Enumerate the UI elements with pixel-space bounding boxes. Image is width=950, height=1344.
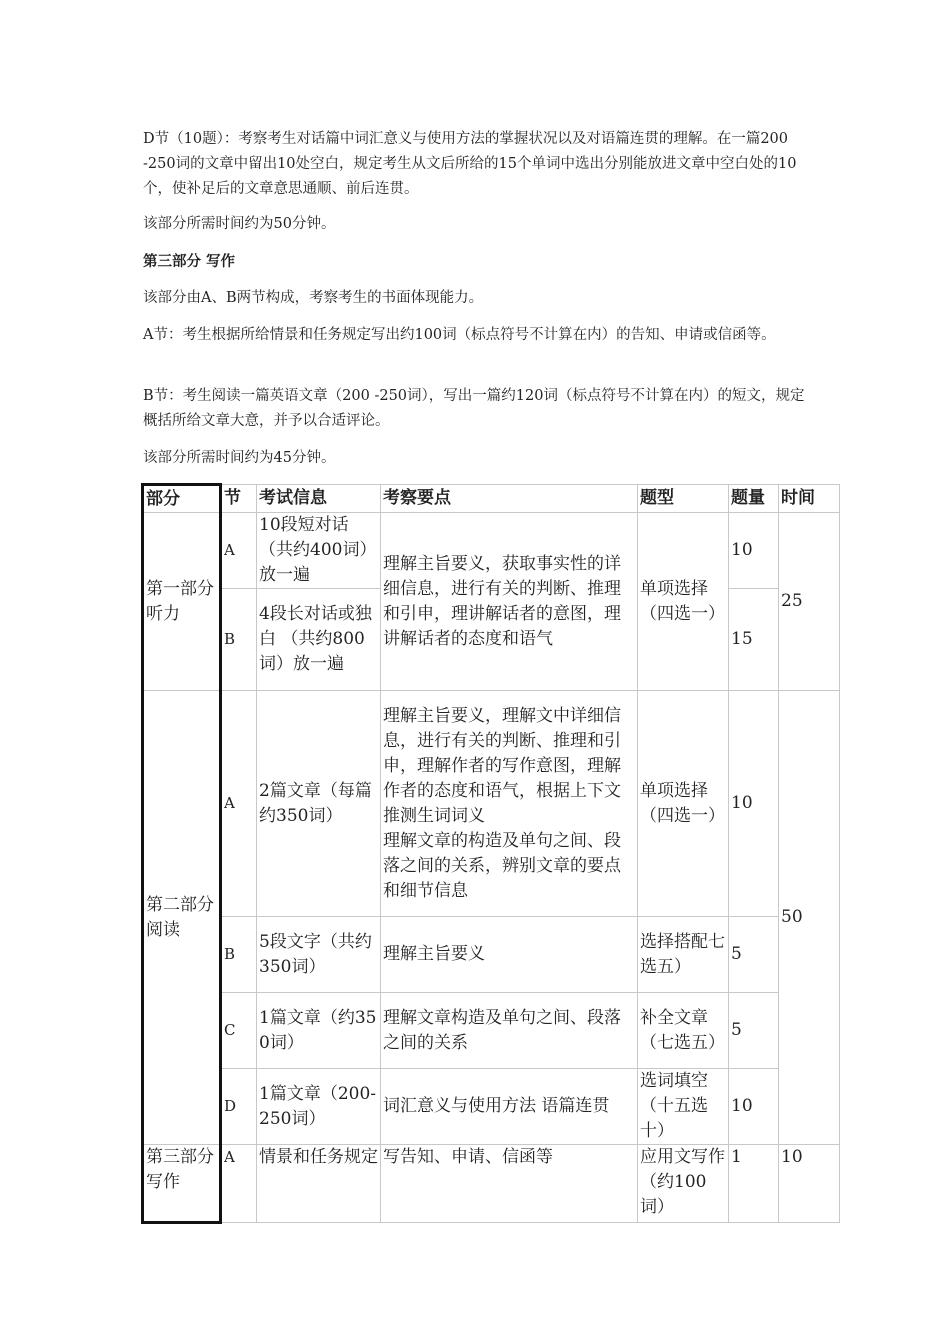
header-focus: 考察要点	[381, 485, 638, 513]
listening-a-section: A	[221, 513, 257, 589]
reading-c-type: 补全文章（七选五）	[638, 993, 729, 1069]
writing-a-info: 情景和任务规定	[257, 1145, 381, 1223]
reading-a-focus-1: 理解主旨要义，理解文中详细信息，进行有关的判断、推理和引申，理解作者的写作意图，理解作者的态度和语气，根据上下文推测生词词义	[383, 705, 621, 826]
reading-d-count: 10	[729, 1069, 779, 1145]
listening-b-section: B	[221, 589, 257, 691]
paragraph-time-50: 该部分所需时间约为50分钟。	[143, 216, 336, 232]
reading-c-count: 5	[729, 993, 779, 1069]
reading-a-type: 单项选择（四选一）	[638, 691, 729, 917]
reading-b-section: B	[221, 917, 257, 993]
listening-time: 25	[779, 513, 840, 691]
reading-c-focus: 理解文章构造及单句之间、段落之间的关系	[381, 993, 638, 1069]
writing-part-cell: 第三部分写作	[143, 1145, 221, 1223]
table-row	[143, 917, 840, 993]
header-time: 时间	[779, 485, 840, 513]
table-row	[143, 993, 840, 1069]
reading-time: 50	[779, 691, 840, 1145]
reading-a-section: A	[221, 691, 257, 917]
header-part: 部分	[143, 485, 221, 513]
header-section: 节	[221, 485, 257, 513]
listening-a-count: 10	[729, 513, 779, 589]
listening-b-info: 4段长对话或独白 （共约800词）放一遍	[257, 589, 381, 691]
reading-b-info: 5段文字（共约350词）	[257, 917, 381, 993]
paragraph-b-section: B节：考生阅读一篇英语文章（200 -250词），写出一篇约120词（标点符号不计算在内）的短文，规定概括所给文章大意，并予以合适评论。	[143, 388, 805, 429]
listening-type: 单项选择（四选一）	[638, 513, 729, 691]
writing-time: 10	[779, 1145, 840, 1223]
header-type: 题型	[638, 485, 729, 513]
table-row	[143, 1069, 840, 1145]
reading-c-section: C	[221, 993, 257, 1069]
reading-a-info: 2篇文章（每篇约350词）	[257, 691, 381, 917]
header-count: 题量	[729, 485, 779, 513]
writing-a-focus: 写告知、申请、信函等	[381, 1145, 638, 1223]
table-row	[143, 691, 840, 917]
paragraph-part-three-intro: 该部分由A、B两节构成，考察考生的书面体现能力。	[143, 290, 484, 306]
listening-focus: 理解主旨要义，获取事实性的详细信息，进行有关的判断、推理和引申，理讲解话者的意图，理讲解话者的态度和语气	[381, 513, 638, 691]
reading-a-focus-2: 理解文章的构造及单句之间、段落之间的关系，辨别文章的要点和细节信息	[383, 830, 621, 901]
paragraph-d-section: D节（10题）：考察考生对话篇中词汇意义与使用方法的掌握状况以及对语篇连贯的理解。在一篇200 -250词的文章中留出10处空白，规定考生从文后所给的15个单词中选出分别能放进文章中空白处的10个，使补足后的文章意思通顺、前后连贯。	[143, 131, 797, 197]
reading-d-info: 1篇文章（200-250词）	[257, 1069, 381, 1145]
reading-part-cell: 第二部分阅读	[143, 691, 221, 1145]
listening-b-count: 15	[729, 589, 779, 691]
exam-structure-table	[141, 483, 840, 1224]
reading-a-count: 10	[729, 691, 779, 917]
listening-a-info: 10段短对话（共约400词）放一遍	[257, 513, 381, 589]
writing-a-count: 1	[729, 1145, 779, 1223]
header-exam-info: 考试信息	[257, 485, 381, 513]
reading-c-info: 1篇文章（约350词）	[257, 993, 381, 1069]
writing-a-type: 应用文写作 （约100词）	[638, 1145, 729, 1223]
heading-part-three: 第三部分 写作	[143, 253, 236, 270]
paragraph-a-section: A节：考生根据所给情景和任务规定写出约100词（标点符号不计算在内）的告知、申请或信函等。	[143, 327, 776, 343]
paragraph-time-45: 该部分所需时间约为45分钟。	[143, 450, 336, 466]
reading-b-count: 5	[729, 917, 779, 993]
reading-b-type: 选择搭配七选五）	[638, 917, 729, 993]
reading-d-section: D	[221, 1069, 257, 1145]
table-row	[143, 1145, 840, 1223]
listening-part-cell: 第一部分听力	[143, 513, 221, 691]
writing-a-section: A	[221, 1145, 257, 1223]
reading-d-type: 选词填空（十五选十）	[638, 1069, 729, 1145]
table-header-row	[143, 485, 840, 513]
table-row	[143, 513, 840, 589]
reading-d-focus: 词汇意义与使用方法 语篇连贯	[381, 1069, 638, 1145]
reading-a-focus	[381, 691, 638, 917]
reading-b-focus: 理解主旨要义	[381, 917, 638, 993]
